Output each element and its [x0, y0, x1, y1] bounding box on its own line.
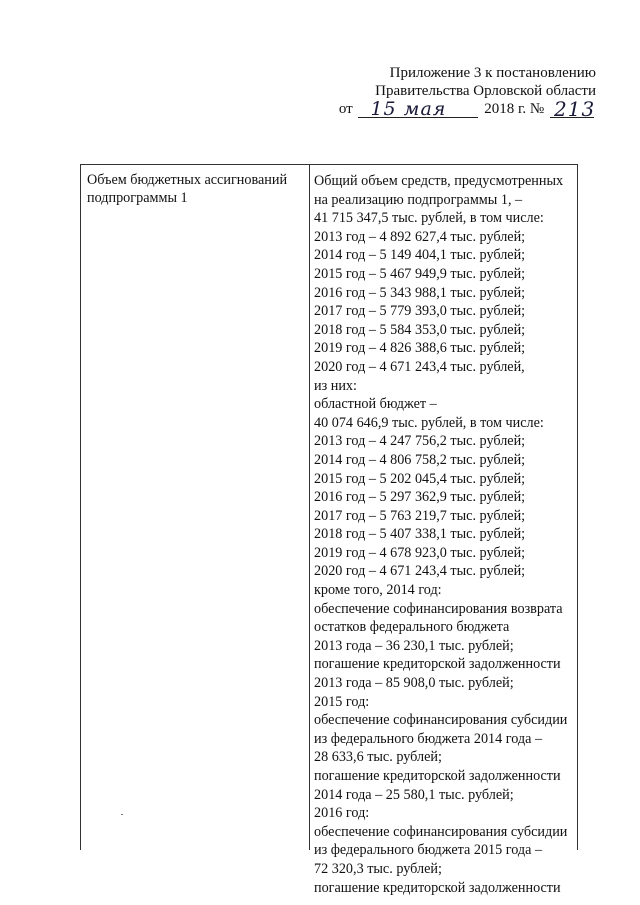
budget-line: обеспечение софинансирования возврата — [314, 600, 563, 617]
budget-line: 2020 год – 4 671 243,4 тыс. рублей, — [314, 358, 525, 375]
appendix-header — [300, 64, 596, 121]
budget-line: 41 715 347,5 тыс. рублей, в том числе: — [314, 210, 544, 227]
budget-line: 2014 год – 4 806 758,2 тыс. рублей; — [314, 451, 526, 468]
budget-line: 2016 год – 5 297 362,9 тыс. рублей; — [314, 489, 526, 506]
budget-line: из них: — [314, 377, 357, 394]
budget-line: 2015 год – 5 467 949,9 тыс. рублей; — [314, 265, 526, 282]
budget-line: областной бюджет – — [314, 396, 437, 413]
header-line-2: Правительства Орловской области — [375, 83, 596, 99]
date-blank — [358, 98, 478, 120]
budget-line: из федерального бюджета 2015 года – — [314, 842, 543, 859]
budget-line: 40 074 646,9 тыс. рублей, в том числе: — [314, 414, 544, 431]
budget-line: 2013 год – 4 247 756,2 тыс. рублей; — [314, 433, 526, 450]
number-blank — [550, 97, 596, 121]
budget-line: 2019 год – 4 826 388,6 тыс. рублей; — [314, 340, 526, 357]
budget-line: на реализацию подпрограммы 1, – — [314, 191, 523, 208]
budget-line: 2016 год – 5 343 988,1 тыс. рублей; — [314, 284, 526, 301]
budget-line: 2018 год – 5 407 338,1 тыс. рублей; — [314, 526, 526, 543]
budget-line: 2013 год – 4 892 627,4 тыс. рублей; — [314, 228, 526, 245]
budget-line: Общий объем средств, предусмотренных — [314, 173, 564, 189]
budget-line: 2017 год – 5 763 219,7 тыс. рублей; — [314, 507, 526, 524]
budget-line: остатков федерального бюджета — [314, 619, 510, 636]
budget-line: обеспечение софинансирования субсидии — [314, 712, 568, 729]
budget-line: погашение кредиторской задолженности — [314, 656, 561, 673]
table-left-cell: Объем бюджетных ассигнований подпрограммы 1 — [87, 172, 288, 206]
budget-line: 2013 года – 36 230,1 тыс. рублей; — [314, 637, 514, 654]
column-divider — [309, 165, 310, 850]
budget-line: погашение кредиторской задолженности — [314, 768, 561, 784]
budget-line: 2019 год – 4 678 923,0 тыс. рублей; — [314, 544, 526, 561]
budget-line: 2015 год – 5 202 045,4 тыс. рублей; — [314, 470, 526, 487]
budget-line: 2020 год – 4 671 243,4 тыс. рублей; — [314, 563, 526, 580]
header-line-1: Приложение 3 к постановлению — [389, 65, 596, 81]
year-text: 2018 г. № — [484, 101, 545, 117]
budget-line: из федерального бюджета 2014 года – — [314, 730, 543, 747]
budget-line: 2014 год – 5 149 404,1 тыс. рублей; — [314, 247, 526, 264]
budget-line: 2018 год – 5 584 353,0 тыс. рублей; — [314, 321, 526, 338]
handwritten-date: 15 мая — [370, 98, 447, 120]
budget-line: 28 633,6 тыс. рублей; — [314, 749, 442, 766]
budget-line: 2015 год: — [314, 693, 370, 710]
budget-line: обеспечение софинансирования субсидии — [314, 823, 568, 840]
handwritten-number: 213 — [554, 97, 596, 121]
table-right-cell — [314, 172, 576, 897]
budget-line: 2016 год: — [314, 805, 370, 822]
scan-speck — [121, 814, 123, 815]
budget-line: погашение кредиторской задолженности — [314, 879, 561, 896]
budget-table — [80, 164, 578, 896]
header-date-line — [300, 97, 596, 121]
budget-line: кроме того, 2014 год: — [314, 582, 442, 599]
budget-line: 2017 год – 5 779 393,0 тыс. рублей; — [314, 303, 526, 320]
budget-line: 2014 года – 25 580,1 тыс. рублей; — [314, 786, 514, 803]
budget-line: 72 320,3 тыс. рублей; — [314, 860, 442, 877]
budget-line: 2013 года – 85 908,0 тыс. рублей; — [314, 675, 514, 692]
from-label: от — [338, 101, 353, 117]
